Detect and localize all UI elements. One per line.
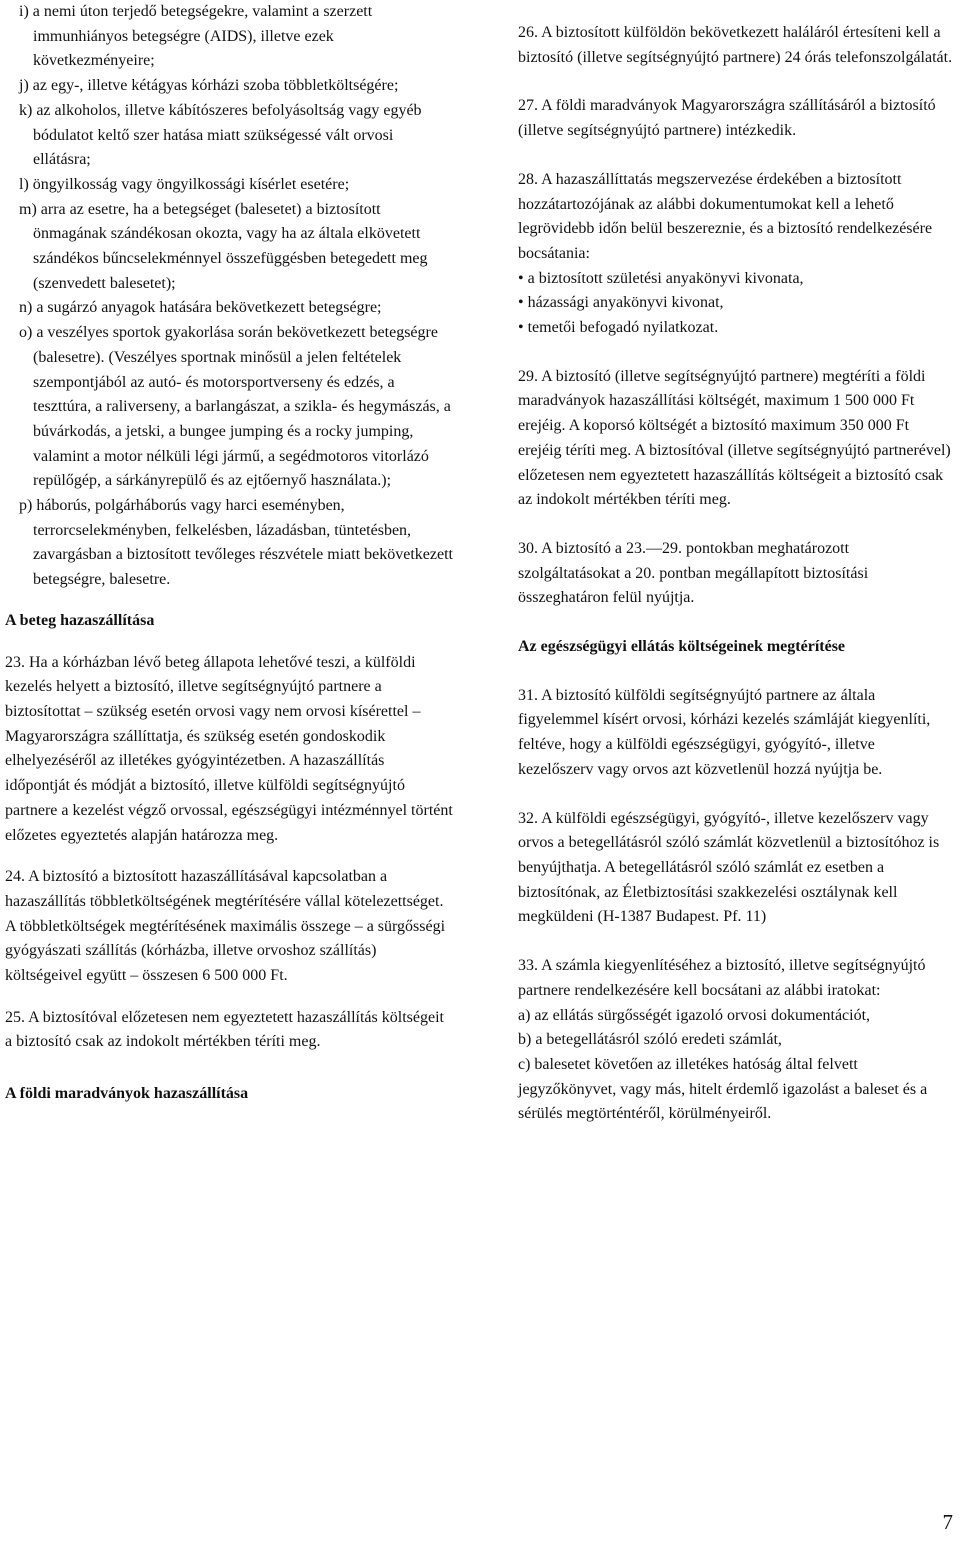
list-item: • házassági anyakönyvi kivonat, — [518, 294, 724, 312]
list-item: b) a betegellátásról szóló eredeti számlát, — [518, 1031, 782, 1049]
left-column — [5, 0, 453, 1107]
exclusion-item-p: p) háborús, polgárháborús vagy harci eseményben, terrorcselekményben, felkelésben, lázadásban, tüntetésben, zavargásban a biztosított tevőleges részvétele miatt bekövetkezett betegségre, balesetre. — [19, 497, 453, 589]
paragraph-33: 33. A számla kiegyenlítéséhez a biztosító, illetve segítségnyújtó partnere rendelkezésére kell bocsátani az alábbi iratokat: — [518, 957, 926, 999]
section-heading-remains: A földi maradványok hazaszállítása — [5, 1085, 249, 1103]
page-number: 7 — [942, 1510, 953, 1534]
exclusion-item-o: o) a veszélyes sportok gyakorlása során bekövetkezett betegségre (balesetre). (Veszélyes sportnak minősül a jelen feltételek szempontjából az autó- és motorsportverseny és edzés, a teszttúra, a raliverseny, a barlangászat, a szikla- és hegymászás, a búvárkodás, a jetski, a bungee jumping és a rocky jumping, valamint a motor nélküli légi jármű, a segédmotoros vitorlázó repülőgép, a sárkányrepülő és az ejtőernyő használata.); — [19, 324, 451, 490]
paragraph-25: 25. A biztosítóval előzetesen nem egyeztetett hazaszállítás költségeit a biztosító csak az indokolt mértékben téríti meg. — [5, 1008, 444, 1051]
documents-required-list — [518, 1004, 954, 1128]
exclusion-item-l: l) öngyilkosság vagy öngyilkossági kísérlet esetére; — [19, 175, 350, 193]
section-heading-transport: A beteg hazaszállítása — [5, 611, 155, 629]
exclusion-item-n: n) a sugárzó anyagok hatására bekövetkezett betegségre; — [19, 299, 382, 317]
right-column — [518, 21, 954, 1127]
exclusion-item-k: k) az alkoholos, illetve kábítószeres befolyásoltság vagy egyéb bódulatot keltő szer hatása miatt szükségessé vált orvosi ellátásra; — [19, 101, 422, 169]
exclusion-item-i: i) a nemi úton terjedő betegségekre, valamint a szerzett immunhiányos betegségre (AIDS), illetve ezek következményeire; — [19, 3, 373, 70]
list-item: a) az ellátás sürgősségét igazoló orvosi dokumentációt, — [518, 1006, 871, 1024]
exclusion-list — [5, 0, 453, 593]
paragraph-28: 28. A hazaszállíttatás megszervezése érdekében a biztosított hozzátartozójának az alábbi dokumentumokat kell a lehető legrövidebb időn belül beszereznie, és a biztosító rendelkezésére bocsátania: — [518, 170, 933, 262]
paragraph-23: 23. Ha a kórházban lévő beteg állapota lehetővé teszi, a külföldi kezelés helyett a biztosító, illetve segítségnyújtó partnere a biztosítottat – szükség esetén orvosi vagy nem orvosi kísérettel – Magyarországra szállíttatja, és szükség esetén gondoskodik elhelyezéséről az illetékes gyógyintézetben. A hazaszállítás időpontját és módját a biztosító, illetve külföldi segítségnyújtó partnere a kezelést végző orvossal, egészségügyi intézménnyel történt előzetes egyeztetés alapján határozza meg. — [5, 653, 453, 844]
exclusion-item-m: m) arra az esetre, ha a betegséget (balesetet) a biztosított önmagának szándékosan okozta, vagy ha az általa elkövetett szándékos bűncselekménnyel összefüggésben betegedett meg (szenvedett balesetet); — [19, 200, 428, 292]
paragraph-24: 24. A biztosító a biztosított hazaszállításával kapcsolatban a hazaszállítás többletköltségének megtérítésére vállal kötelezettséget. A többletköltségek megtérítésének maximális összege – a sürgősségi gyógyászati szállítás (kórházba, illetve orvoshoz szállítás) költségeivel együtt – összesen 6 500 000 Ft. — [5, 868, 446, 985]
section-heading-costs: Az egészségügyi ellátás költségeinek megtérítése — [518, 638, 846, 656]
list-item: • a biztosított születési anyakönyvi kivonata, — [518, 269, 804, 287]
list-item: • temetői befogadó nyilatkozat. — [518, 319, 719, 337]
paragraph-30: 30. A biztosító a 23.—29. pontokban meghatározott szolgáltatásokat a 20. pontban megállapított biztosítási összeghatáron felül nyújtja. — [518, 539, 869, 607]
paragraph-31: 31. A biztosító külföldi segítségnyújtó partnere az általa figyelemmel kísért orvosi, kórházi kezelés számláját kiegyenlíti, feltéve, hogy a külföldi egészségügyi, gyógyító-, illetve kezelőszerv vagy orvos azt közvetlenül hozzá nyújtja be. — [518, 686, 931, 778]
documents-list — [518, 267, 954, 341]
paragraph-32: 32. A külföldi egészségügyi, gyógyító-, illetve kezelőszerv vagy orvos a betegellátásról szóló számlát közvetlenül a biztosítóhoz is benyújthatja. A betegellátásról szóló számlát ez esetben a biztosítónak, az Életbiztosítási szakkezelési osztálynak kell megküldeni (H-1387 Budapest. Pf. 11) — [518, 809, 940, 926]
paragraph-26: 26. A biztosított külföldön bekövetkezett haláláról értesíteni kell a biztosító (illetve segítségnyújtó partnere) 24 órás telefonszolgálatát. — [518, 24, 953, 66]
exclusion-item-j: j) az egy-, illetve kétágyas kórházi szoba többletköltségére; — [19, 77, 399, 95]
list-item: c) balesetet követően az illetékes hatóság által felvett jegyzőkönyvet, vagy más, hitelt érdemlő igazolást a baleset és a sérülés megtörténtéről, körülményeiről. — [518, 1055, 928, 1123]
paragraph-27: 27. A földi maradványok Magyarországra szállításáról a biztosító (illetve segítségnyújtó partnere) intézkedik. — [518, 97, 936, 140]
paragraph-29: 29. A biztosító (illetve segítségnyújtó partnere) megtéríti a földi maradványok hazaszállítási költségét, maximum 1 500 000 Ft erejéig. A koporsó költségét a biztosító maximum 350 000 Ft erejéig téríti meg. A biztosítóval (illetve segítségnyújtó partnerével) előzetesen nem egyeztetett hazaszállítás költségeit a biztosító csak az indokolt mértékben téríti meg. — [518, 367, 951, 509]
